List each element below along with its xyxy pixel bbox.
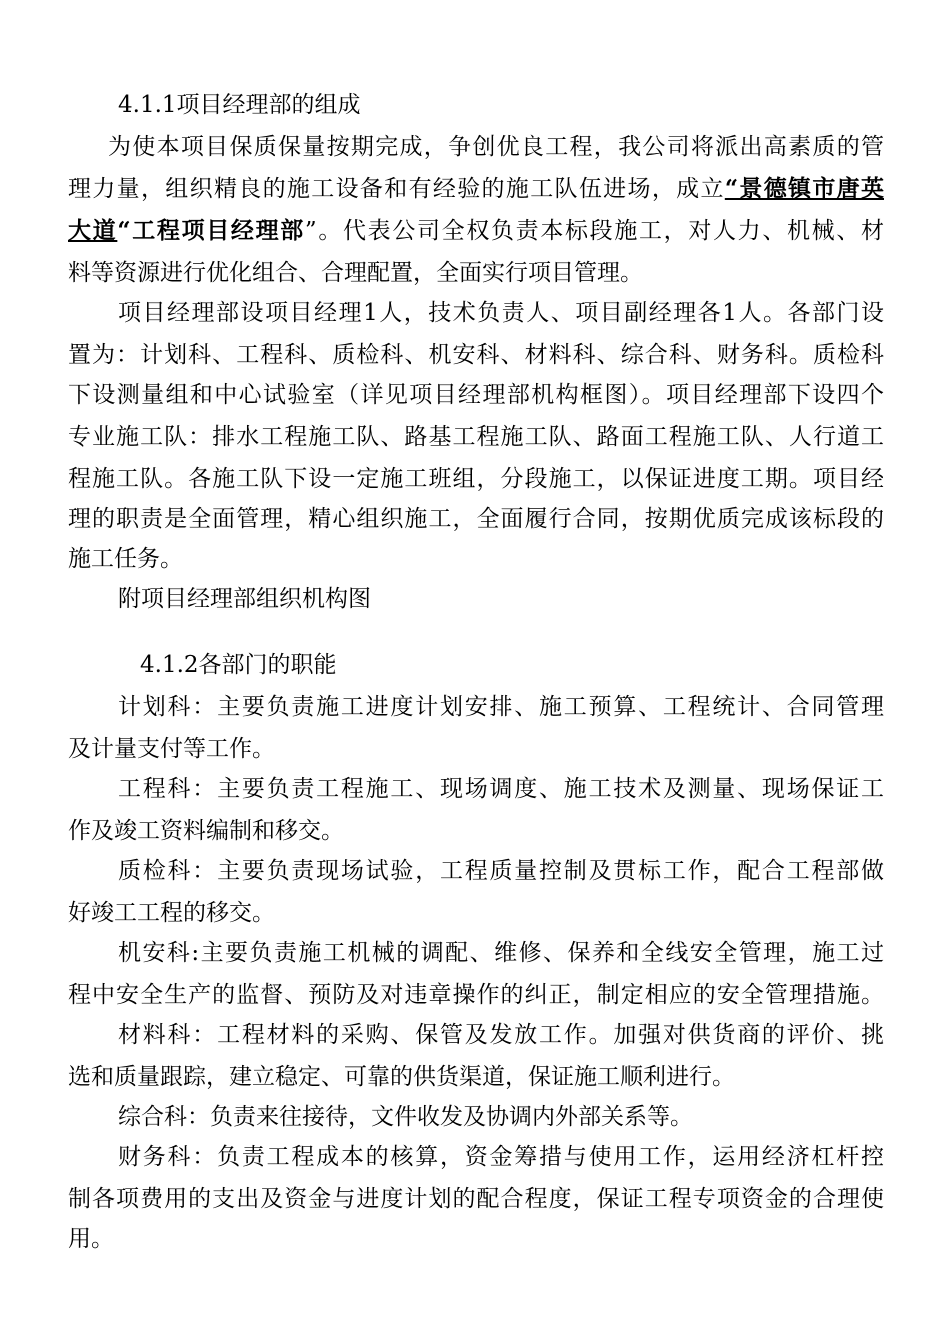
duty-line: 材料科：工程材料的采购、保管及发放工作。加强对供货商的评价、挑 bbox=[118, 1022, 884, 1048]
duty-line: 选和质量跟踪，建立稳定、可靠的供货渠道，保证施工顺利进行。 bbox=[68, 1064, 735, 1090]
department-name-emphasis: “工程项目经理部 bbox=[117, 217, 305, 244]
paragraph-line: 料等资源进行优化组合、合理配置，全面实行项目管理。 bbox=[68, 260, 643, 286]
duty-line: 综合科：负责来往接待，文件收发及协调内外部关系等。 bbox=[118, 1104, 693, 1130]
paragraph-line: 施工任务。 bbox=[68, 546, 183, 572]
duty-line: 制各项费用的支出及资金与进度计划的配合程度，保证工程专项资金的合理使 bbox=[68, 1186, 884, 1212]
figure-reference: 附项目经理部组织机构图 bbox=[118, 586, 371, 612]
paragraph-text: 理力量，组织精良的施工设备和有经验的施工队伍进场，成立 bbox=[68, 176, 725, 202]
paragraph-line: 置为：计划科、工程科、质检科、机安科、材料科、综合科、财务科。质检科 bbox=[68, 342, 884, 368]
duty-line: 工程科：主要负责工程施工、现场调度、施工技术及测量、现场保证工 bbox=[118, 776, 884, 802]
paragraph-line: 专业施工队：排水工程施工队、路基工程施工队、路面工程施工队、人行道工 bbox=[68, 424, 884, 450]
section-heading-4-1-1: 4.1.1项目经理部的组成 bbox=[118, 92, 361, 118]
duty-line: 作及竣工资料编制和移交。 bbox=[68, 818, 344, 844]
duty-line: 计划科：主要负责施工进度计划安排、施工预算、工程统计、合同管理 bbox=[118, 694, 884, 720]
paragraph-line bbox=[68, 216, 884, 246]
duty-line: 程中安全生产的监督、预防及对违章操作的纠正，制定相应的安全管理措施。 bbox=[68, 982, 884, 1008]
paragraph-line: 下设测量组和中心试验室（详见项目经理部机构框图）。项目经理部下设四个 bbox=[68, 382, 884, 408]
duty-line: 用。 bbox=[68, 1226, 114, 1252]
duty-line: 财务科：负责工程成本的核算，资金筹措与使用工作，运用经济杠杆控 bbox=[118, 1144, 884, 1170]
paragraph-line: 项目经理部设项目经理1人，技术负责人、项目副经理各1人。各部门设 bbox=[118, 300, 884, 326]
paragraph-line: 程施工队。各施工队下设一定施工班组，分段施工，以保证进度工期。项目经 bbox=[68, 466, 884, 492]
duty-line: 机安科:主要负责施工机械的调配、维修、保养和全线安全管理，施工过 bbox=[118, 940, 884, 966]
duty-line: 及计量支付等工作。 bbox=[68, 736, 275, 762]
project-name-emphasis: “景德镇市唐英 bbox=[724, 175, 884, 202]
paragraph-line: 理的职责是全面管理，精心组织施工，全面履行合同，按期优质完成该标段的 bbox=[68, 506, 884, 532]
duty-line: 质检科：主要负责现场试验，工程质量控制及贯标工作，配合工程部做 bbox=[118, 858, 884, 884]
project-name-emphasis: 大道 bbox=[68, 217, 118, 244]
duty-line: 好竣工工程的移交。 bbox=[68, 900, 275, 926]
paragraph-line bbox=[68, 174, 884, 204]
paragraph-line: 为使本项目保质保量按期完成，争创优良工程，我公司将派出高素质的管 bbox=[108, 134, 884, 160]
section-heading-4-1-2: 4.1.2各部门的职能 bbox=[140, 652, 337, 678]
paragraph-text: ”。代表公司全权负责本标段施工，对人力、机械、材 bbox=[304, 218, 884, 244]
